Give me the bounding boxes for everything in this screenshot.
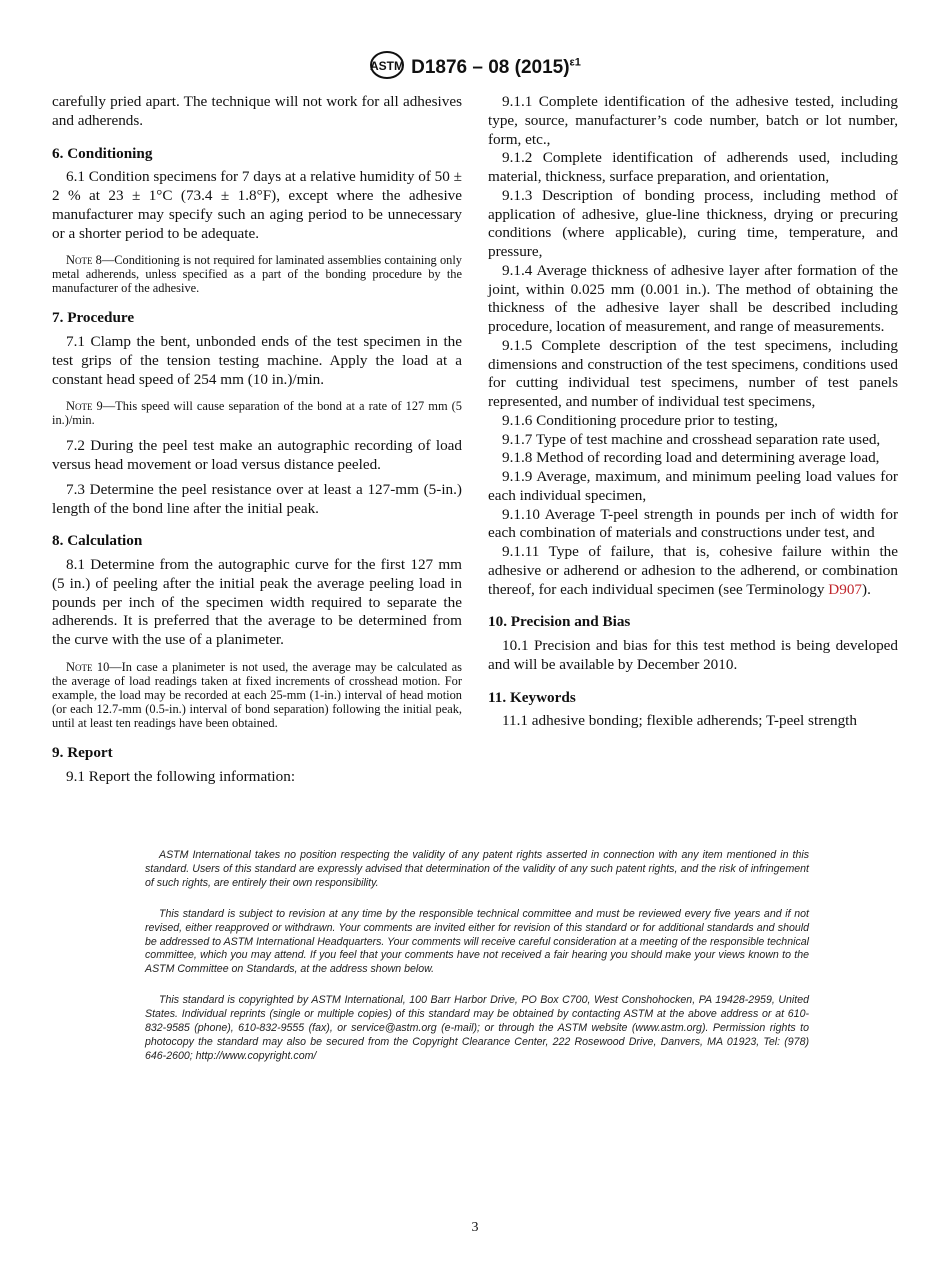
copyright-footer <box>145 849 809 1081</box>
left-column <box>52 93 462 786</box>
paragraph-text: 7.2 During the peel test make an autographic recording of load versus head movement or load versus distance peeled. <box>52 437 462 473</box>
epsilon-superscript: ε1 <box>569 56 581 69</box>
note-paragraph <box>52 660 462 730</box>
paragraph-text: carefully pried apart. The technique will not work for all adhesives and adherends. <box>52 93 462 129</box>
paragraph-text: —This speed will cause separation of the bond at a rate of 127 mm (5 in.)/min. <box>52 399 462 428</box>
paragraph-text: 6.1 Condition specimens for 7 days at a relative humidity of 50 ± 2 % at 23 ± 1°C (73.4 ± 1.8°F), except where the adhesive manufacturer may specify such an aging period to be unnecessary or a shorter period to be adequate. <box>52 168 462 242</box>
footer-revision-notice: This standard is subject to revision at any time by the responsible technical committee and must be reviewed every five years and if not revised, either reapproved or withdrawn. Your comments are invited either for revision of this standard or for additional standards and should be addressed to ASTM International Headquarters. Your comments will receive careful consideration at a meeting of the responsible technical committee, which you may attend. If you feel that your comments have not received a fair hearing you should make your views known to the ASTM Committee on Standards, at the address shown below. <box>145 907 809 976</box>
section-heading <box>52 744 462 763</box>
body-paragraph <box>488 712 898 731</box>
body-paragraph <box>488 431 898 450</box>
body-paragraph <box>488 543 898 599</box>
body-paragraph <box>488 93 898 149</box>
reference-link-d907[interactable]: D907 <box>828 580 863 598</box>
section-heading <box>488 689 898 708</box>
section-heading <box>52 145 462 164</box>
body-paragraph <box>52 437 462 475</box>
paragraph-text: 7.3 Determine the peel resistance over at least a 127-mm (5-in.) length of the bond line after the initial peak. <box>52 480 462 517</box>
paragraph-text: 10.1 Precision and bias for this test method is being developed and will be available by December 2010. <box>488 637 898 673</box>
body-paragraph <box>52 333 462 389</box>
paragraph-text: —In case a planimeter is not used, the average may be calculated as the average of load readings taken at fixed increments of crosshead motion. For example, the load may be recorded at each 25-mm (1-in.) interval of head motion (or each 12.7-mm (0.5-in.) interval of bond separation) following the initial peak, until at least ten readings have been obtained. <box>52 659 462 730</box>
paragraph-text: 9.1.5 Complete description of the test specimens, including dimensions and construction of the test specimens, conditions used for cutting individual test specimens, number of test panels represented, and number of individual test specimens, <box>488 336 898 410</box>
paragraph-text: 9.1.2 Complete identification of adherends used, including material, thickness, surface preparation, and orientation, <box>488 149 898 185</box>
note-paragraph <box>52 253 462 295</box>
note-label: Note 9 <box>66 399 103 414</box>
body-paragraph <box>488 337 898 412</box>
paragraph-text: 8. Calculation <box>52 532 143 550</box>
document-header <box>0 50 950 86</box>
paragraph-text: 9.1.7 Type of test machine and crosshead separation rate used, <box>502 430 881 448</box>
right-column <box>488 93 898 731</box>
body-paragraph <box>488 149 898 187</box>
body-paragraph <box>488 637 898 675</box>
standard-designation: D1876 – 08 (2015) <box>411 57 570 79</box>
body-paragraph <box>488 468 898 506</box>
paragraph-text: 7.1 Clamp the bent, unbonded ends of the test specimen in the test grips of the tension testing machine. Apply the load at a constant head speed of 254 mm (10 in.)/min. <box>52 333 462 388</box>
paragraph-text: 10. Precision and Bias <box>488 613 631 631</box>
body-paragraph <box>488 449 898 468</box>
paragraph-text: 9.1.9 Average, maximum, and minimum peeling load values for each individual specimen, <box>488 468 898 504</box>
paragraph-text: 9.1.10 Average T-peel strength in pounds per inch of width for each combination of materials and constructions under test, and <box>488 505 898 542</box>
section-heading <box>52 532 462 551</box>
astm-logo-icon <box>369 50 405 86</box>
body-paragraph <box>488 187 898 262</box>
section-heading <box>52 309 462 328</box>
section-heading <box>488 613 898 632</box>
paragraph-text: 9.1.8 Method of recording load and determining average load, <box>502 449 880 467</box>
paragraph-text: 9.1.3 Description of bonding process, including method of application of adhesive, glue-line thickness, drying or precuring conditions (where applicable), curing time, temperature, and pressure, <box>488 186 898 260</box>
paragraph-text: 9.1 Report the following information: <box>66 767 296 785</box>
note-label: Note 10 <box>66 659 110 674</box>
paragraph-text: 8.1 Determine from the autographic curve for the first 127 mm (5 in.) of peeling after the initial peak the average peeling load in pounds per inch of the specimen width required to separate the adherends. It is preferred that the average to be determined from the curve with the use of a planimeter. <box>52 556 462 648</box>
body-paragraph <box>52 768 462 787</box>
footer-patent-notice: ASTM International takes no position respecting the validity of any patent rights asserted in connection with any item mentioned in this standard. Users of this standard are expressly advised that determination of the validity of any such patent rights, and the risk of infringement of such rights, are entirely their own responsibility. <box>145 849 809 889</box>
paragraph-text: 9.1.4 Average thickness of adhesive layer after formation of the joint, within 0.025 mm (0.001 in.). The method of obtaining the thickness of the adhesive layer shall be described including procedure, location of measurement, and range of measurements. <box>488 261 898 335</box>
paragraph-text: 9.1.11 Type of failure, that is, cohesive failure within the adhesive or adherend or adhesion to the adherend, or combination thereof, for each individual specimen (see Terminology <box>488 543 898 598</box>
body-paragraph <box>488 262 898 337</box>
svg-text:ASTM: ASTM <box>370 59 405 73</box>
body-paragraph <box>52 481 462 519</box>
paragraph-text-end: ). <box>862 580 871 598</box>
paragraph-text: 11. Keywords <box>488 688 576 706</box>
body-paragraph <box>52 93 462 131</box>
body-paragraph <box>52 168 462 243</box>
footer-copyright-notice: This standard is copyrighted by ASTM International, 100 Barr Harbor Drive, PO Box C700, West Conshohocken, PA 19428-2959, United States. Individual reprints (single or multiple copies) of this standard may be obtained by contacting ASTM at the above address or at 610-832-9585 (phone), 610-832-9555 (fax), or service@astm.org (e-mail); or through the ASTM website (www.astm.org). Permission rights to photocopy the standard may also be secured from the Copyright Clearance Center, 222 Rosewood Drive, Danvers, MA 01923, Tel: (978) 646-2600; http://www.copyright.com/ <box>145 994 809 1062</box>
paragraph-text: 6. Conditioning <box>52 144 153 162</box>
body-paragraph <box>488 412 898 431</box>
note-label: Note 8 <box>66 253 102 268</box>
paragraph-text: 9.1.6 Conditioning procedure prior to testing, <box>502 411 778 429</box>
paragraph-text: 7. Procedure <box>52 309 135 327</box>
paragraph-text: —Conditioning is not required for laminated assemblies containing only metal adherends, unless specified as a part of the bonding procedure by the manufacturer of the adhesive. <box>52 253 462 296</box>
paragraph-text: 9.1.1 Complete identification of the adhesive tested, including type, source, manufacturer’s code number, batch or lot number, form, etc., <box>488 93 898 148</box>
paragraph-text: 9. Report <box>52 743 113 761</box>
note-paragraph <box>52 399 462 427</box>
body-paragraph <box>488 506 898 544</box>
page-number: 3 <box>471 1220 479 1235</box>
body-paragraph <box>52 556 462 650</box>
paragraph-text: 11.1 adhesive bonding; flexible adherends; T-peel strength <box>502 712 857 730</box>
